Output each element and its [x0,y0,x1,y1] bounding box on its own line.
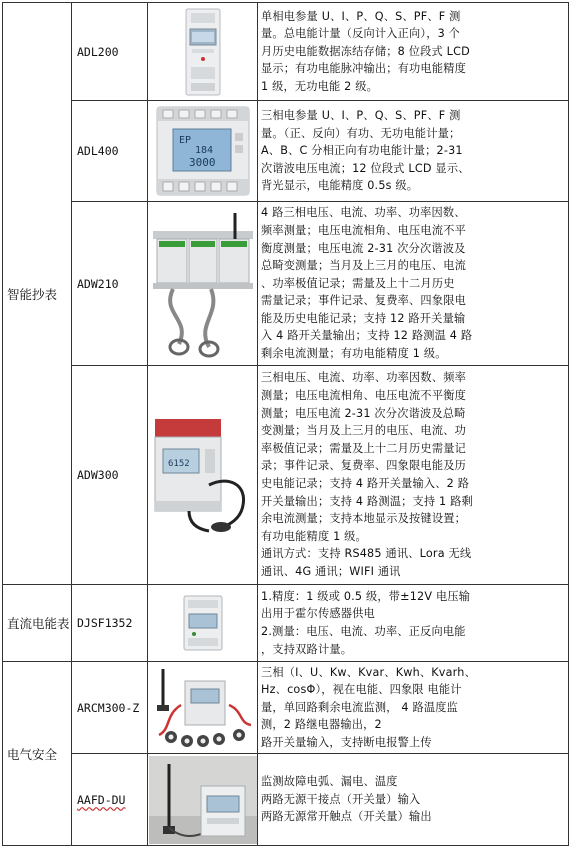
svg-text:6152: 6152 [167,459,190,469]
product-image-adw300 [148,366,258,585]
product-image-djsf1352 [148,585,258,662]
model-cell: ADL400 [72,101,148,202]
table-row [3,101,569,202]
product-image-adw210 [148,202,258,366]
table-row [3,585,569,662]
svg-text:EP: EP [178,135,191,146]
category-cell: 智能抄表 [3,3,72,585]
model-cell: DJSF1352 [72,585,148,662]
description-cell: 单相电参量 U、I、P、Q、S、PF、F 测 量。总电能计量（反向计入正向），3 个 月历史电能数据冻结存储；8 位段式 LCD 显示；有功电能脉冲输出；有功电能精度 1 级，无功电能 2 级。 [258,3,569,101]
table-row [3,202,569,366]
category-cell: 电气安全 [3,662,72,846]
svg-text:3000: 3000 [188,156,215,169]
model-cell: AAFD-DU [72,754,148,846]
category-cell: 直流电能表 [3,585,72,662]
table-row [3,662,569,754]
model-cell: ARCM300-Z [72,662,148,754]
model-cell: ADL200 [72,3,148,101]
product-image-adl200 [148,3,258,101]
product-spec-table [2,2,569,846]
model-cell: ADW210 [72,202,148,366]
model-cell: ADW300 [72,366,148,585]
product-image-aafd-du [148,754,258,846]
description-cell: 三相（I、U、Kw、Kvar、Kwh、Kvarh、 Hz、cosΦ），视在电能、四象限 电能计 量，单回路剩余电流监测， 4 路温度监 测，2 路继电器输出，2 路开关量输入，支持断电报警上传 [258,662,569,754]
description-cell: 1.精度：1 级或 0.5 级，带±12V 电压输 出用于霍尔传感器供电 2.测量：电压、电流、功率、正反向电能 ，支持双路计量。 [258,585,569,662]
description-cell: 4 路三相电压、电流、功率、功率因数、 频率测量；电压电流相角、电压电流不平 衡度测量；电压电流 2-31 次分次谐波及 总畸变测量；当月及上三月的电压、电流 、功率极值记录；需量及上十二月历史 需量记录；事件记录、复费率、四象限电 能及历史电能记录；支持 12 路开关量输 入 4 路开关量输出；支持 12 路测温 4 路 剩余电流测量；有功电能精度 1 级。 [258,202,569,366]
product-image-adl400 [148,101,258,202]
table-row [3,366,569,585]
description-cell: 三相电压、电流、功率、功率因数、频率 测量；电压电流相角、电压电流不平衡度 测量；电压电流 2-31 次分次谐波及总畸 变测量；当月及上三月的电压、电流、功 率极值记录；需量及上十二月历史需量记 录；事件记录、复费率、四象限电能及历 史电能记录；支持 4 路开关量输入、2 路 开关量输出；支持 4 路测温；支持 1 路剩 余电流测量；支持本地显示及按键设置； 有功电能精度 1 级。 通讯方式：支持 RS485 通讯、Lora 无线 通讯、4G 通讯；WIFI 通讯 [258,366,569,585]
table-row [3,3,569,101]
description-cell: 三相电参量 U、I、P、Q、S、PF、F 测 量。（正、反向）有功、无功电能计量； A、B、C 分相正向有功电能计量；2-31 次谐波电压电流；12 位段式 LCD 显示、 背光显示，电能精度 0.5s 级。 [258,101,569,202]
svg-text:184: 184 [194,145,213,156]
product-image-arcm300-z [148,662,258,754]
table-row [3,754,569,846]
description-cell: 监测故障电弧、漏电、温度 两路无源干接点（开关量）输入 两路无源常开触点（开关量）输出 [258,754,569,846]
